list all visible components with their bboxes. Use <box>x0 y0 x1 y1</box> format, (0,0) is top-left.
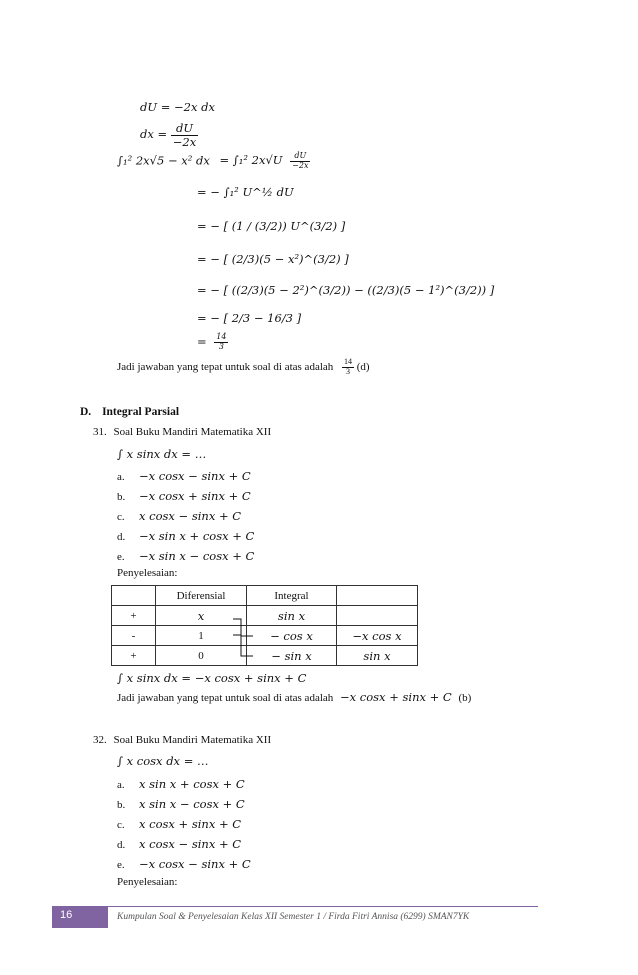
q31-option-a <box>117 467 251 485</box>
integral-line <box>117 152 310 171</box>
table-header-cell <box>112 586 156 606</box>
q31-result: ∫ x sinx dx = −x cosx + sinx + C <box>117 671 307 685</box>
dx-line <box>140 122 198 148</box>
q32-option-e-text: −x cosx − sinx + C <box>139 857 251 871</box>
derivation-answer-choice: (d) <box>356 360 370 373</box>
table-cell: - <box>112 626 156 646</box>
tabular-table <box>111 585 418 666</box>
table-cell: 0 <box>156 646 247 666</box>
step-4: = − [ ((2/3)(5 − 2²)^(3/2)) − ((2/3)(5 − 1²)^(3/2)) ] <box>197 283 495 297</box>
step-6-denominator: 3 <box>218 341 224 351</box>
q32-option-e-letter: e. <box>117 859 125 871</box>
q32-option-d-text: x cosx − sinx + C <box>139 837 242 851</box>
q31-header <box>93 426 271 438</box>
q32-option-b-letter: b. <box>117 799 126 811</box>
q31-option-e <box>117 547 254 565</box>
q32-number: 32. <box>93 734 107 746</box>
section-title: Integral Parsial <box>102 406 180 418</box>
q31-option-a-text: −x cosx − sinx + C <box>139 469 251 483</box>
table-row <box>112 606 418 626</box>
q32-option-a-text: x sin x + cosx + C <box>139 777 245 791</box>
integral-rhs-denominator: −2x <box>292 160 309 170</box>
table-cell: + <box>112 606 156 626</box>
q31-answer-text: Jadi jawaban yang tepat untuk soal di atas adalah <box>117 692 334 704</box>
table-cell: − cos x <box>247 626 337 646</box>
integral-lhs: ∫₁² 2x√5 − x² dx <box>117 153 210 168</box>
q32-option-c <box>117 815 241 833</box>
derivation-answer-fraction <box>342 358 354 377</box>
dx-numerator: dU <box>171 122 198 136</box>
q32-option-e <box>117 855 251 873</box>
step-6-fraction <box>214 333 228 352</box>
q31-solution-label: Penyelesaian: <box>117 567 178 579</box>
table-cell: sin x <box>247 606 337 626</box>
q31-option-b-text: −x cosx + sinx + C <box>139 489 251 503</box>
q31-option-d-text: −x sin x + cosx + C <box>139 529 255 543</box>
step-6-numerator: 14 <box>216 332 227 341</box>
q32-source: Soal Buku Mandiri Matematika XII <box>113 734 272 746</box>
q31-option-c <box>117 507 241 525</box>
section-heading <box>80 406 179 418</box>
dx-fraction <box>171 122 198 148</box>
table-row <box>112 626 418 646</box>
derivation-answer-denominator: 3 <box>346 366 351 376</box>
table-cell <box>337 606 418 626</box>
step-6 <box>197 333 228 352</box>
q32-option-b-text: x sin x − cosx + C <box>139 797 245 811</box>
q31-option-c-text: x cosx − sinx + C <box>139 509 242 523</box>
derivation-answer <box>117 358 370 377</box>
q31-answer-expr: −x cosx + sinx + C <box>340 690 452 704</box>
table-header-cell: Integral <box>247 586 337 606</box>
q31-question: ∫ x sinx dx = … <box>117 447 207 461</box>
table-header-cell: Diferensial <box>156 586 247 606</box>
q31-option-a-letter: a. <box>117 471 125 483</box>
q32-header <box>93 734 271 746</box>
step-5: = − [ 2/3 − 16/3 ] <box>197 311 302 325</box>
integral-rhs-fraction <box>290 152 310 171</box>
q31-option-b <box>117 487 251 505</box>
footer-text: Kumpulan Soal & Penyelesaian Kelas XII Semester 1 / Firda Fitri Annisa (6299) SMAN7YK <box>117 912 470 922</box>
q32-option-d-letter: d. <box>117 839 126 851</box>
integral-rhs: = ∫₁² 2x√U <box>219 153 283 168</box>
q31-answer-choice: (b) <box>458 692 472 704</box>
dx-lhs: dx = <box>140 127 168 142</box>
q31-answer <box>117 690 471 704</box>
step-1: = − ∫₁² U^½ dU <box>197 185 294 199</box>
table-header-cell <box>337 586 418 606</box>
table-cell: sin x <box>337 646 418 666</box>
step-6-eq: = <box>197 334 207 349</box>
dx-denominator: −2x <box>172 134 197 149</box>
step-2: = − [ (1 / (3/2)) U^(3/2) ] <box>197 219 346 233</box>
integral-rhs-numerator: dU <box>290 152 310 162</box>
footer-page-number: 16 <box>60 909 73 921</box>
step-3: = − [ (2/3)(5 − x²)^(3/2) ] <box>197 252 349 266</box>
tabular-connector-lines <box>225 610 255 665</box>
section-label: D. <box>80 406 92 418</box>
q32-question: ∫ x cosx dx = … <box>117 754 209 768</box>
q32-option-b <box>117 795 245 813</box>
q31-option-e-letter: e. <box>117 551 125 563</box>
table-cell: x <box>156 606 247 626</box>
table-header-row <box>112 586 418 606</box>
q31-option-d <box>117 527 254 545</box>
table-cell: − sin x <box>247 646 337 666</box>
q32-option-a-letter: a. <box>117 779 125 791</box>
table-cell: −x cos x <box>337 626 418 646</box>
q32-option-d <box>117 835 241 853</box>
q31-number: 31. <box>93 426 107 438</box>
q31-option-c-letter: c. <box>117 511 125 523</box>
q31-option-e-text: −x sin x − cosx + C <box>139 549 255 563</box>
table-cell: 1 <box>156 626 247 646</box>
footer-divider <box>108 906 538 907</box>
q32-option-c-text: x cosx + sinx + C <box>139 817 242 831</box>
derivation-answer-numerator: 14 <box>344 357 353 366</box>
q31-source: Soal Buku Mandiri Matematika XII <box>113 426 272 438</box>
q32-option-c-letter: c. <box>117 819 125 831</box>
q32-solution-label: Penyelesaian: <box>117 876 178 888</box>
table-row <box>112 646 418 666</box>
du-line: dU = −2x dx <box>140 100 215 114</box>
table-cell: + <box>112 646 156 666</box>
derivation-answer-text: Jadi jawaban yang tepat untuk soal di atas adalah <box>117 360 334 373</box>
q31-option-b-letter: b. <box>117 491 126 503</box>
q31-option-d-letter: d. <box>117 531 126 543</box>
q32-option-a <box>117 775 245 793</box>
